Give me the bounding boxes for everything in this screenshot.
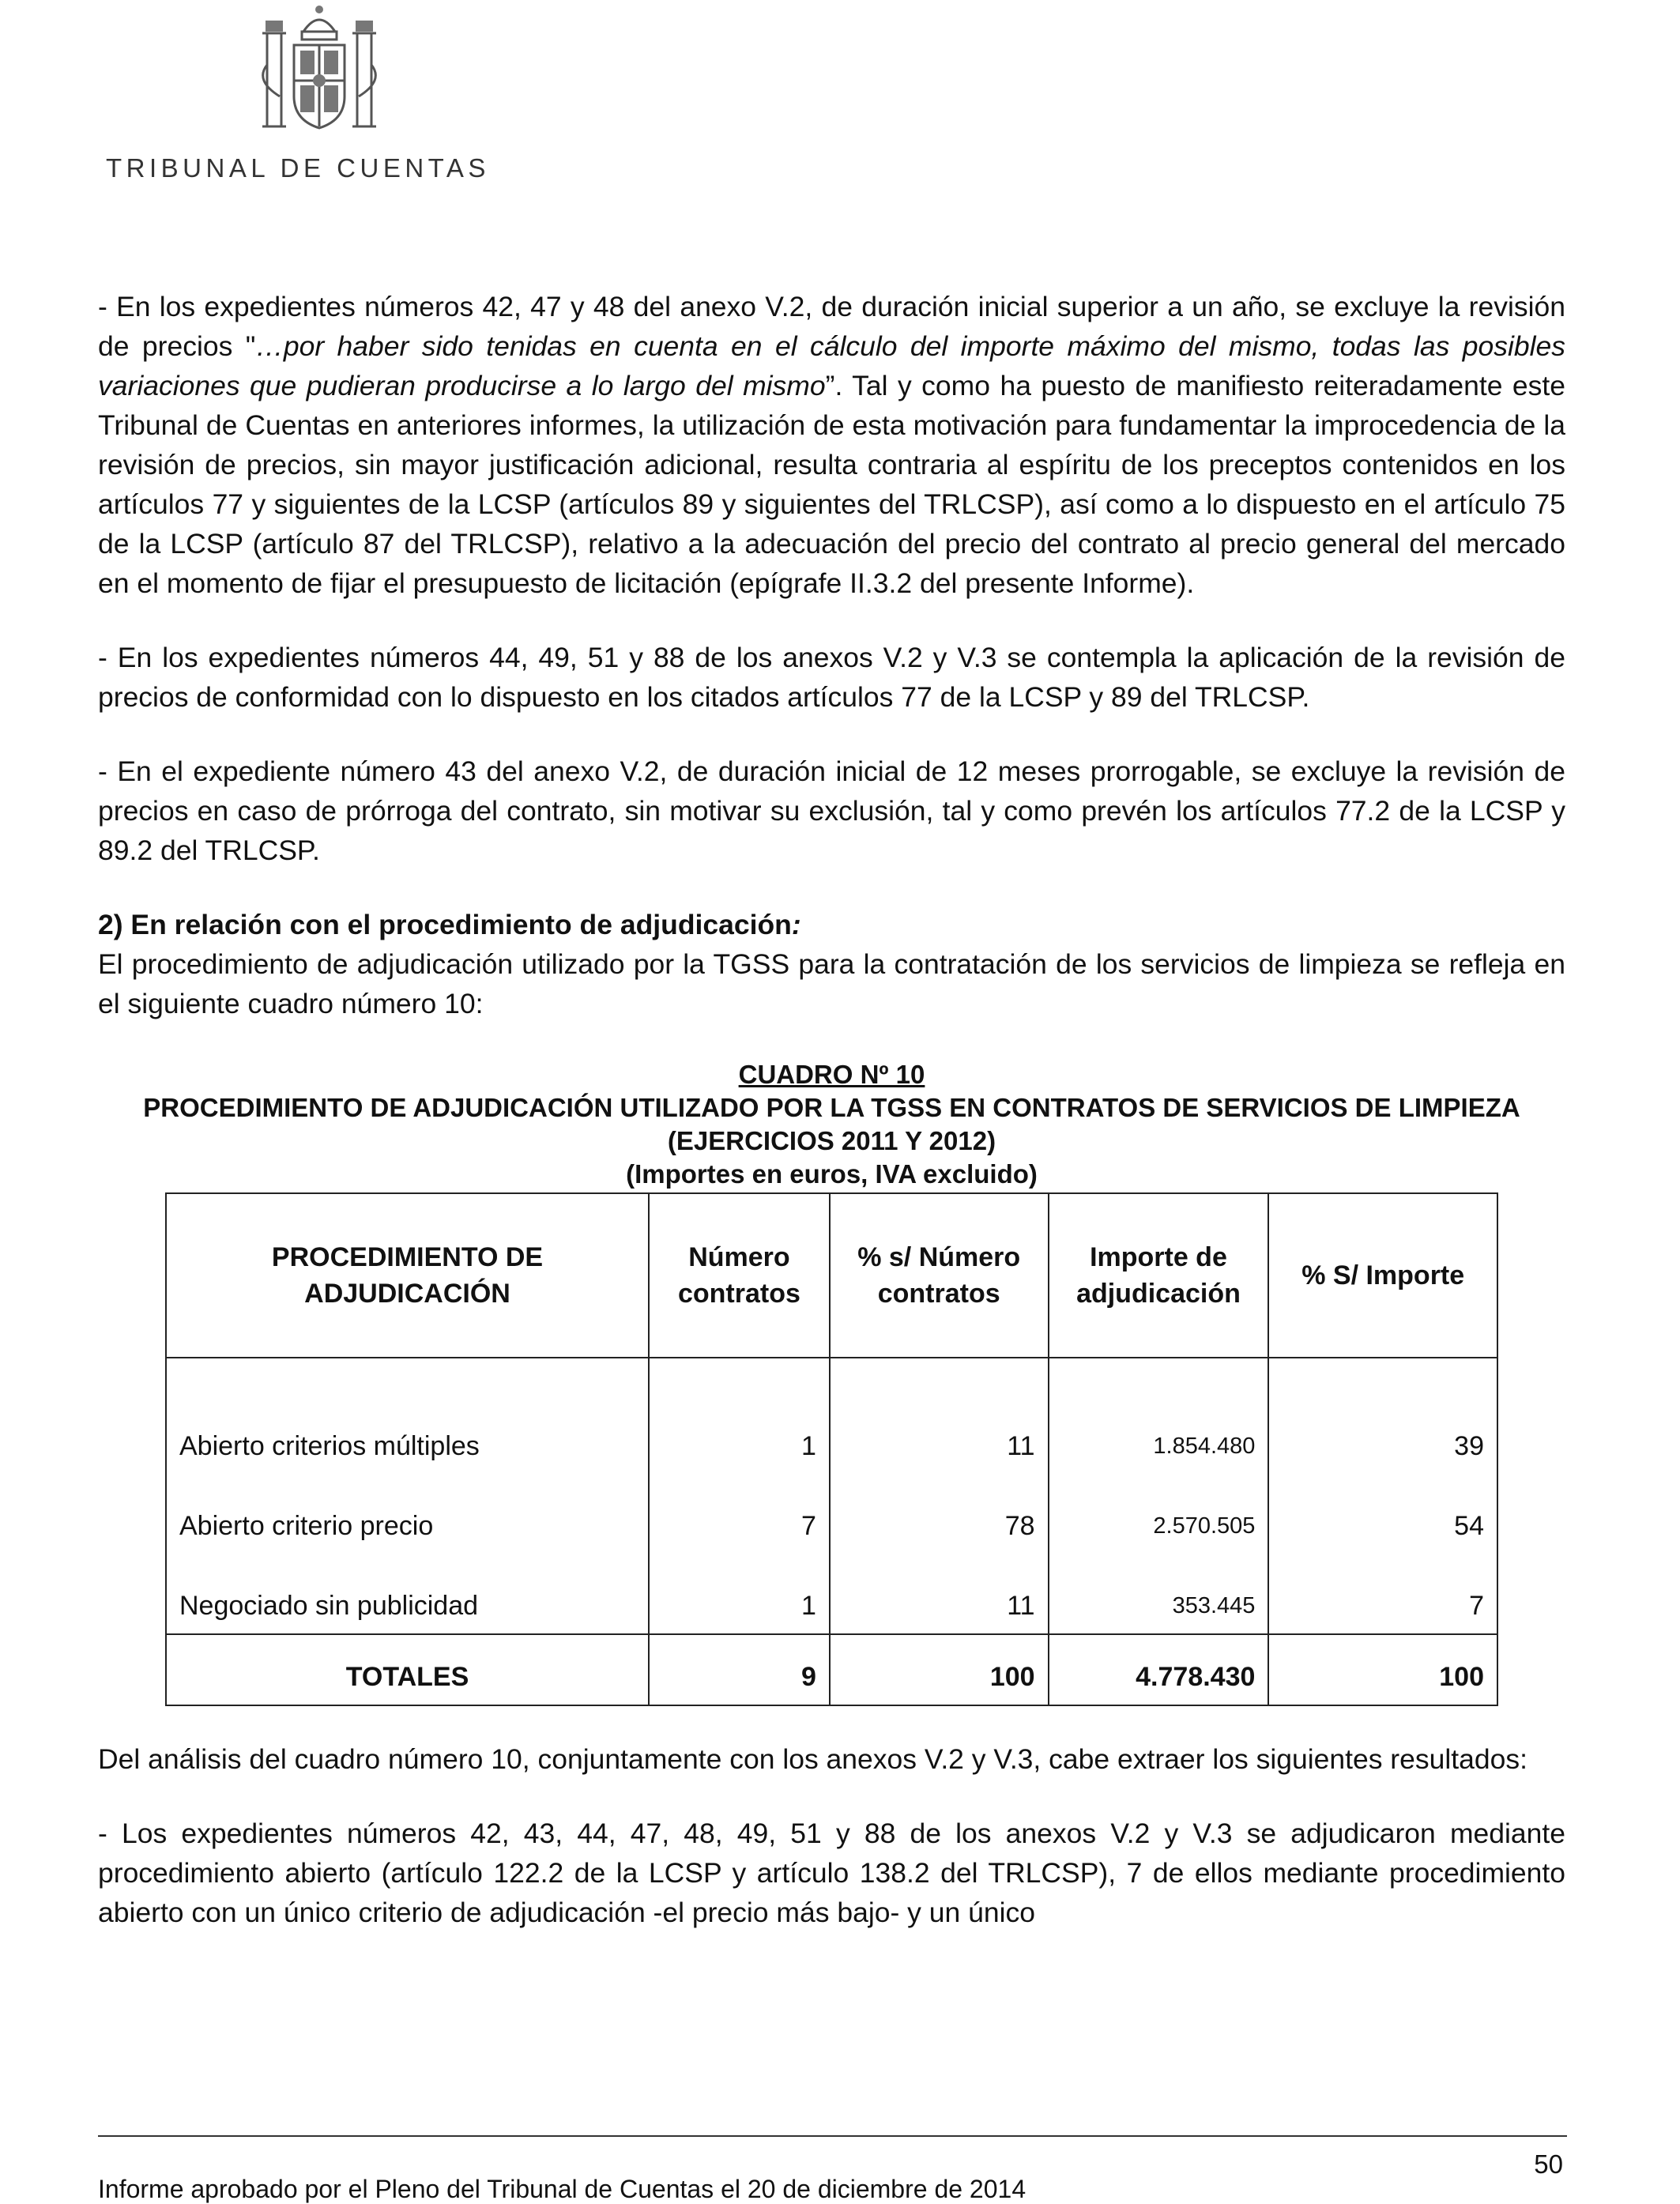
heading-text: 2) En relación con el procedimiento de adjudicación — [98, 909, 792, 940]
cell-procedimiento: Negociado sin publicidad — [166, 1554, 649, 1634]
footer-text: Informe aprobado por el Pleno del Tribunal de Cuentas el 20 de diciembre de 2014 — [98, 2175, 1026, 2203]
cell-totals-numero: 9 — [649, 1634, 830, 1705]
table-row — [166, 1358, 1497, 1474]
table-header-row — [166, 1193, 1497, 1358]
cell-importe: 1.854.480 — [1049, 1358, 1269, 1474]
header-importe: Importe de adjudicación — [1049, 1193, 1269, 1358]
page-number: 50 — [1534, 2149, 1563, 2179]
header-pct-importe: % S/ Importe — [1268, 1193, 1497, 1358]
table-caption — [98, 1058, 1565, 1191]
cell-totals-importe: 4.778.430 — [1049, 1634, 1269, 1705]
table-title: PROCEDIMIENTO DE ADJUDICACIÓN UTILIZADO POR LA TGSS EN CONTRATOS DE SERVICIOS DE LIMPIEZA (EJERCICIOS 2011 Y 2012) — [143, 1093, 1520, 1155]
paragraph-revision-applied: - En los expedientes números 44, 49, 51 y 88 de los anexos V.2 y V.3 se contempla la aplicación de la revisión de precios de conformidad con lo dispuesto en los citados artículos 77 de la LCSP y 89 del TRLCSP. — [98, 642, 1565, 713]
table-totals-row — [166, 1634, 1497, 1705]
coat-of-arms-logo — [256, 2, 382, 144]
paragraph-results: - Los expedientes números 42, 43, 44, 47, 48, 49, 51 y 88 de los anexos V.2 y V.3 se adjudicaron mediante procedimiento abierto (artículo 122.2 de la LCSP y artículo 138.2 del TRLCSP), 7 de ellos mediante procedimiento abierto con un único criterio de adjudicación -el precio más bajo- y un único — [98, 1818, 1565, 1928]
cell-totals-pct-importe: 100 — [1268, 1634, 1497, 1705]
paragraph-revision-excluded — [98, 287, 1565, 603]
header-procedimiento: PROCEDIMIENTO DE ADJUDICACIÓN — [166, 1193, 649, 1358]
cell-procedimiento: Abierto criterio precio — [166, 1474, 649, 1554]
table-row — [166, 1474, 1497, 1554]
section-heading — [98, 905, 1565, 944]
header-pct-numero: % s/ Número contratos — [830, 1193, 1049, 1358]
cell-procedimiento: Abierto criterios múltiples — [166, 1358, 649, 1474]
cell-pct-importe: 54 — [1268, 1474, 1497, 1554]
cell-totals-label: TOTALES — [166, 1634, 649, 1705]
organization-name: TRIBUNAL DE CUENTAS — [106, 153, 490, 183]
paragraph-analysis: Del análisis del cuadro número 10, conjuntamente con los anexos V.2 y V.3, cabe extraer los siguientes resultados: — [98, 1743, 1527, 1775]
cell-totals-pct-numero: 100 — [830, 1634, 1049, 1705]
heading-colon: : — [791, 909, 801, 940]
cell-importe: 2.570.505 — [1049, 1474, 1269, 1554]
cell-numero: 1 — [649, 1358, 830, 1474]
paragraph-extension: - En el expediente número 43 del anexo V.2, de duración inicial de 12 meses prorrogable, se excluye la revisión de precios en caso de prórroga del contrato, sin motivar su exclusión, tal y como prevén los artículos 77.2 de la LCSP y 89.2 del TRLCSP. — [98, 755, 1565, 866]
table-units: (Importes en euros, IVA excluido) — [626, 1159, 1038, 1189]
cell-pct-numero: 78 — [830, 1474, 1049, 1554]
cell-pct-numero: 11 — [830, 1358, 1049, 1474]
paragraph-table-intro: El procedimiento de adjudicación utilizado por la TGSS para la contratación de los servicios de limpieza se refleja en el siguiente cuadro número 10: — [98, 948, 1565, 1019]
cell-numero: 1 — [649, 1554, 830, 1634]
procurement-table — [165, 1192, 1498, 1706]
cell-pct-importe: 7 — [1268, 1554, 1497, 1634]
cell-pct-numero: 11 — [830, 1554, 1049, 1634]
document-body — [98, 287, 1565, 1932]
quoted-text: …por haber sido tenidas en cuenta en el cálculo del importe máximo del mismo, todas las posibles variaciones que pudieran producirse a lo largo del mismo — [98, 330, 1565, 401]
table-row — [166, 1554, 1497, 1634]
cell-numero: 7 — [649, 1474, 830, 1554]
header-numero: Número contratos — [649, 1193, 830, 1358]
table-number: CUADRO Nº 10 — [738, 1060, 925, 1089]
cell-importe: 353.445 — [1049, 1554, 1269, 1634]
paragraph-text: ”. Tal y como ha puesto de manifiesto reiteradamente este Tribunal de Cuentas en anteriores informes, la utilización de esta motivación para fundamentar la improcedencia de la revisión de precios, sin mayor justificación adicional, resulta contraria al espíritu de los preceptos contenidos en los artículos 77 y siguientes de la LCSP (artículos 89 y siguientes del TRLCSP), así como a lo dispuesto en el artículo 75 de la LCSP (artículo 87 del TRLCSP), relativo a la adecuación del precio del contrato al precio general del mercado en el momento de fijar el presupuesto de licitación (epígrafe II.3.2 del presente Informe). — [98, 370, 1565, 599]
footer-divider — [98, 2135, 1567, 2137]
paragraph-text: - En los expedientes números 42, 47 y 48 del anexo V.2, de duración inicial superior a un año, se excluye la revisión de precios " — [98, 291, 1565, 362]
page-header — [98, 0, 541, 190]
cell-pct-importe: 39 — [1268, 1358, 1497, 1474]
